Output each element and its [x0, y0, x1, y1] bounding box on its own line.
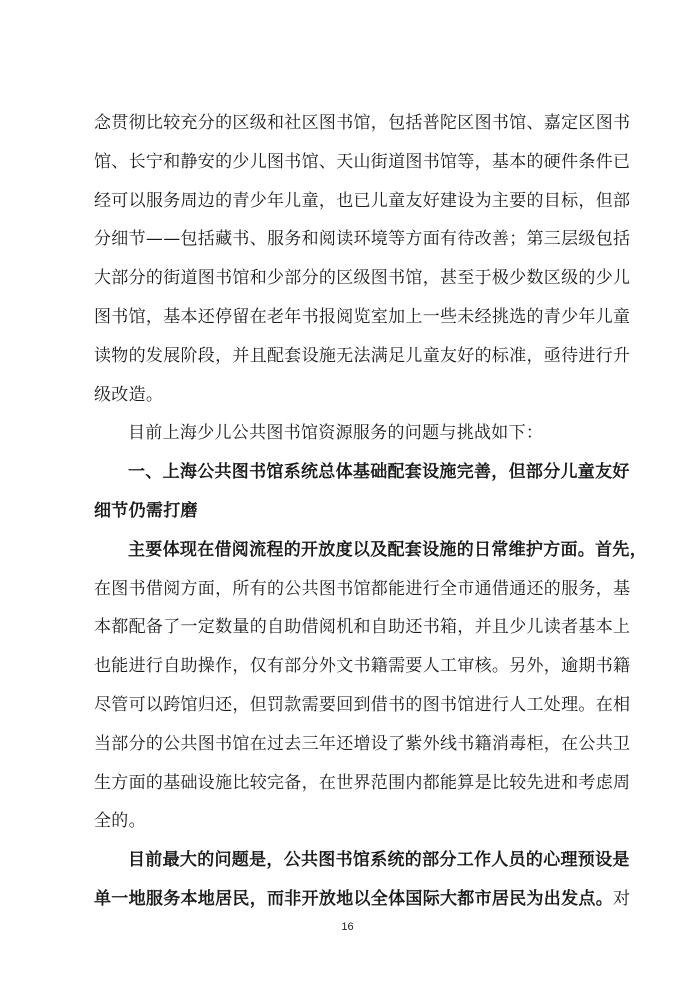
- paragraph-2: [94, 531, 647, 841]
- text-line: 念贯彻比较充分的区级和社区图书馆，包括普陀区图书馆、嘉定区图书: [94, 113, 631, 133]
- page-number: 16: [341, 921, 354, 933]
- text-line: 分细节——包括藏书、服务和阅读环境等方面有待改善；第三层级包括: [94, 229, 631, 250]
- section-heading: [94, 453, 630, 531]
- text-line: 大部分的街道图书馆和少部分的区级图书馆，甚至于极少数区级的少儿: [94, 268, 631, 289]
- paragraph-1: [94, 104, 631, 414]
- text-line: 尽管可以跨馆归还，但罚款需要回到借书的图书馆进行人工处理。在相: [94, 694, 631, 715]
- text-line: 经可以服务周边的青少年儿童，也已儿童友好建设为主要的目标，但部: [94, 190, 631, 211]
- text-line: 也能进行自助操作，仅有部分外文书籍需要人工审核。另外，逾期书籍: [94, 656, 631, 677]
- text-line: 图书馆，基本还停留在老年书报阅览室加上一些未经挑选的青少年儿童: [94, 306, 631, 327]
- body-text: [94, 104, 647, 919]
- text-line: 馆、长宁和静安的少儿图书馆、天山街道图书馆等，基本的硬件条件已: [94, 151, 631, 172]
- intro-line: 目前上海少儿公共图书馆资源服务的问题与挑战如下：: [128, 423, 544, 444]
- heading-line-1: 一、上海公共图书馆系统总体基础配套设施完善，但部分儿童友好: [128, 462, 630, 483]
- text-line: 在图书借阅方面，所有的公共图书馆都能进行全市通借通还的服务，基: [94, 578, 631, 599]
- text-line: 当部分的公共图书馆在过去三年还增设了紫外线书籍消毒柜，在公共卫: [94, 733, 631, 754]
- text-line: 全的。: [94, 811, 146, 832]
- text-line: 读物的发展阶段，并且配套设施无法满足儿童友好的标准，亟待进行升: [94, 345, 631, 366]
- bold-line-text: 单一地服务本地居民，而非开放地以全体国际大都市居民为出发点。: [94, 888, 613, 909]
- bold-line: 目前最大的问题是，公共图书馆系统的部分工作人员的心理预设是: [128, 850, 630, 871]
- bold-lead-line: 主要体现在借阅流程的开放度以及配套设施的日常维护方面。首先，: [128, 539, 647, 560]
- heading-line-2: 细节仍需打磨: [94, 500, 198, 521]
- trailing-text: 对: [613, 888, 631, 909]
- text-line: 级改造。: [94, 384, 164, 405]
- text-line: 本都配备了一定数量的自助借阅机和自助还书箱，并且少儿读者基本上: [94, 617, 631, 638]
- text-line: 生方面的基础设施比较完备，在世界范围内都能算是比较先进和考虑周: [94, 772, 631, 793]
- mixed-line: [94, 880, 631, 919]
- paragraph-3: [94, 841, 631, 919]
